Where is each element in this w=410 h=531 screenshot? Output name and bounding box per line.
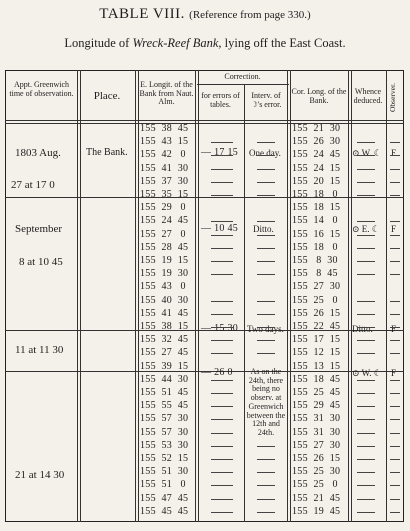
ditto-dash	[390, 235, 400, 236]
elong-cell: 155 37 30	[140, 175, 189, 187]
corlong-cell: 155 31 30	[292, 413, 341, 425]
ditto-dash	[257, 195, 275, 196]
ditto-dash	[357, 393, 375, 394]
ditto-dash	[257, 261, 275, 262]
ditto-dash	[211, 499, 233, 500]
group-1-whence: ⊙ E. ☾	[352, 224, 380, 234]
corlong-cell: 155 16 15	[292, 228, 341, 240]
ditto-dash	[357, 419, 375, 420]
header-time: Appt. Greenwich time of observation.	[9, 80, 74, 98]
ditto-dash	[257, 459, 275, 460]
corlong-cell: 155 21 45	[292, 492, 341, 504]
corlong-cell: 155 27 30	[292, 281, 341, 293]
ditto-dash	[211, 327, 233, 328]
ditto-dash	[357, 169, 375, 170]
elong-cell: 155 41 30	[140, 162, 189, 174]
ditto-dash	[257, 327, 275, 328]
ditto-dash	[390, 314, 400, 315]
ditto-dash	[357, 301, 375, 302]
longitude-table	[5, 70, 404, 522]
ditto-dash	[390, 327, 400, 328]
corlong-cell: 155 18 0	[292, 189, 338, 200]
corlong-cell: 155 13 15	[292, 360, 341, 372]
group-3-whence: ⊙ W. ☾	[352, 368, 382, 378]
ditto-dash	[390, 155, 400, 156]
ditto-dash	[211, 393, 233, 394]
ditto-dash	[357, 406, 375, 407]
ditto-dash	[211, 221, 233, 222]
ditto-dash	[211, 274, 233, 275]
group-0-error: — 17 15	[201, 147, 239, 158]
corlong-cell: 155 26 30	[292, 136, 341, 148]
group-rule	[5, 197, 404, 198]
group-3-interval: As on the 24th, there being no observ. at Greenwich between the 12th and 24th.	[246, 367, 286, 437]
header-interval: Interv. of ☽'s error.	[250, 91, 282, 109]
ditto-dash	[257, 314, 275, 315]
ditto-dash	[390, 261, 400, 262]
elong-cell: 155 40 30	[140, 294, 189, 306]
group-2-observer: F	[391, 324, 397, 334]
ditto-dash	[211, 406, 233, 407]
group-0-place: The Bank.	[86, 147, 128, 158]
corlong-cell: 155 18 15	[292, 202, 341, 214]
ditto-dash	[257, 248, 275, 249]
table-title	[0, 6, 410, 23]
ditto-dash	[211, 142, 233, 143]
subtitle-italic: Wreck-Reef Bank,	[132, 36, 222, 50]
ditto-dash	[390, 393, 400, 394]
corlong-cell: 155 29 45	[292, 400, 341, 412]
column-rule	[244, 84, 245, 522]
ditto-dash	[257, 499, 275, 500]
ditto-dash	[211, 340, 233, 341]
ditto-dash	[357, 248, 375, 249]
column-rule	[386, 70, 387, 522]
ditto-dash	[211, 195, 233, 196]
header-rule	[5, 120, 404, 124]
corlong-cell: 155 20 15	[292, 175, 341, 187]
group-2-time2: 11 at 11 30	[15, 344, 64, 356]
header-place: Place.	[93, 90, 121, 102]
corlong-cell: 155 26 15	[292, 453, 341, 464]
group-1-time2: 8 at 10 45	[19, 256, 63, 268]
elong-cell: 155 32 45	[140, 334, 189, 346]
elong-cell: 155 44 30	[140, 373, 189, 385]
ditto-dash	[357, 512, 375, 513]
corlong-cell: 155 27 30	[292, 439, 341, 451]
ditto-dash	[357, 261, 375, 262]
ditto-dash	[390, 499, 400, 500]
ditto-dash	[357, 221, 375, 222]
ditto-dash	[257, 142, 275, 143]
corlong-cell: 155 24 45	[292, 149, 341, 161]
group-1-observer: F	[391, 224, 397, 234]
group-1-time1: September	[15, 223, 63, 235]
subtitle-suffix: lying off the East Coast.	[224, 36, 346, 50]
elong-cell: 155 19 15	[140, 255, 189, 266]
column-rule	[195, 70, 199, 522]
subtitle-prefix: Longitude of	[64, 36, 130, 50]
table-frame	[5, 70, 404, 522]
elong-cell: 155 24 45	[140, 215, 189, 227]
ditto-dash	[390, 248, 400, 249]
ditto-dash	[211, 261, 233, 262]
corlong-cell: 155 31 30	[292, 426, 341, 438]
elong-cell: 155 51 45	[140, 387, 189, 398]
ditto-dash	[257, 182, 275, 183]
corlong-cell: 155 26 15	[292, 307, 341, 319]
ditto-dash	[390, 459, 400, 460]
header-errors: for errors of tables.	[201, 91, 240, 109]
title-text: TABLE VIII.	[99, 6, 185, 22]
elong-cell: 155 57 30	[140, 413, 189, 425]
elong-cell: 155 51 30	[140, 466, 189, 478]
corlong-cell: 155 12 15	[292, 347, 341, 359]
ditto-dash	[211, 512, 233, 513]
group-1-interval: Ditto.	[253, 224, 274, 234]
ditto-dash	[211, 314, 233, 315]
corlong-cell: 155 18 45	[292, 373, 341, 385]
ditto-dash	[257, 472, 275, 473]
corlong-cell: 155 18 0	[292, 241, 338, 253]
elong-cell: 155 41 45	[140, 307, 189, 319]
elong-cell: 155 51 0	[140, 479, 186, 491]
ditto-dash	[211, 485, 233, 486]
ditto-dash	[390, 340, 400, 341]
elong-cell: 155 43 15	[140, 136, 189, 148]
elong-cell: 155 57 30	[140, 426, 189, 438]
ditto-dash	[390, 221, 400, 222]
ditto-dash	[357, 459, 375, 460]
group-3-error: — 26 0	[201, 367, 233, 378]
ditto-dash	[357, 353, 375, 354]
ditto-dash	[357, 446, 375, 447]
corlong-cell: 155 25 45	[292, 387, 341, 398]
ditto-dash	[211, 380, 233, 381]
corlong-cell: 155 19 45	[292, 505, 341, 517]
corlong-cell: 155 8 45	[292, 268, 338, 280]
ditto-dash	[390, 512, 400, 513]
ditto-dash	[211, 301, 233, 302]
corlong-cell: 155 24 15	[292, 162, 341, 174]
ditto-dash	[390, 274, 400, 275]
elong-cell: 155 43 0	[140, 281, 186, 293]
ditto-dash	[257, 485, 275, 486]
header-elong: E. Longit. of the Bank from Naut. Alm.	[139, 80, 194, 106]
group-0-interval: One day.	[249, 148, 281, 158]
group-1-error: — 10 45	[201, 223, 239, 234]
ditto-dash	[257, 155, 275, 156]
ditto-dash	[390, 406, 400, 407]
ditto-dash	[390, 472, 400, 473]
corlong-cell: 155 25 0	[292, 294, 338, 306]
table-subtitle	[0, 36, 410, 51]
ditto-dash	[390, 433, 400, 434]
ditto-dash	[357, 472, 375, 473]
ditto-dash	[357, 327, 375, 328]
header-observer: Observer.	[388, 83, 397, 113]
ditto-dash	[257, 301, 275, 302]
group-2-error: — 15 30	[201, 323, 239, 334]
elong-cell: 155 47 45	[140, 492, 189, 504]
elong-cell: 155 27 0	[140, 228, 186, 240]
ditto-dash	[257, 353, 275, 354]
ditto-dash	[211, 182, 233, 183]
title-reference: (Reference from page 330.)	[189, 9, 311, 21]
ditto-dash	[357, 142, 375, 143]
ditto-dash	[211, 459, 233, 460]
ditto-dash	[357, 485, 375, 486]
elong-cell: 155 52 15	[140, 453, 189, 464]
elong-cell: 155 29 0	[140, 202, 186, 214]
elong-cell: 155 28 45	[140, 241, 189, 253]
group-2-interval: Two days.	[247, 324, 284, 334]
ditto-dash	[357, 195, 375, 196]
corlong-cell: 155 21 30	[292, 123, 341, 134]
corlong-cell: 155 14 0	[292, 215, 338, 227]
elong-cell: 155 35 15	[140, 189, 189, 200]
ditto-dash	[357, 155, 375, 156]
header-whence: Whence deduced.	[353, 87, 383, 105]
group-3-observer: F	[391, 368, 397, 378]
ditto-dash	[357, 433, 375, 434]
column-rule	[77, 70, 81, 522]
ditto-dash	[390, 195, 400, 196]
ditto-dash	[257, 169, 275, 170]
group-0-whence: ⊙ W. ☾	[352, 148, 382, 158]
elong-cell: 155 39 15	[140, 360, 189, 372]
group-3-time2: 21 at 14 30	[15, 469, 65, 481]
ditto-dash	[211, 248, 233, 249]
ditto-dash	[390, 380, 400, 381]
ditto-dash	[257, 340, 275, 341]
ditto-dash	[357, 380, 375, 381]
ditto-dash	[257, 446, 275, 447]
group-0-observer: F	[391, 148, 397, 158]
ditto-dash	[211, 419, 233, 420]
ditto-dash	[357, 274, 375, 275]
ditto-dash	[211, 472, 233, 473]
ditto-dash	[390, 169, 400, 170]
ditto-dash	[357, 499, 375, 500]
ditto-dash	[211, 235, 233, 236]
elong-cell: 155 27 45	[140, 347, 189, 359]
corlong-cell: 155 25 30	[292, 466, 341, 478]
ditto-dash	[390, 446, 400, 447]
ditto-dash	[257, 235, 275, 236]
header-correction: Correction.	[224, 72, 261, 81]
ditto-dash	[211, 433, 233, 434]
corlong-cell: 155 25 0	[292, 479, 338, 491]
elong-cell: 155 19 30	[140, 268, 189, 280]
ditto-dash	[211, 169, 233, 170]
group-0-time1: 1803 Aug.	[15, 147, 61, 159]
group-0-time2: 27 at 17 0	[11, 179, 55, 191]
correction-subrule	[197, 84, 289, 85]
ditto-dash	[357, 235, 375, 236]
ditto-dash	[257, 221, 275, 222]
corlong-cell: 155 8 30	[292, 255, 338, 266]
group-2-whence: Ditto.	[352, 324, 373, 334]
ditto-dash	[257, 512, 275, 513]
ditto-dash	[211, 353, 233, 354]
elong-cell: 155 42 0	[140, 149, 186, 161]
ditto-dash	[357, 182, 375, 183]
ditto-dash	[390, 301, 400, 302]
ditto-dash	[390, 142, 400, 143]
column-rule	[287, 70, 291, 522]
ditto-dash	[211, 446, 233, 447]
column-rule	[135, 70, 139, 522]
ditto-dash	[390, 182, 400, 183]
elong-cell: 155 45 45	[140, 505, 189, 517]
corlong-cell: 155 17 15	[292, 334, 341, 346]
ditto-dash	[390, 485, 400, 486]
ditto-dash	[390, 353, 400, 354]
column-rule	[348, 70, 352, 522]
ditto-dash	[257, 274, 275, 275]
header-corlong: Cor. Long. of the Bank.	[291, 87, 347, 105]
ditto-dash	[357, 340, 375, 341]
ditto-dash	[390, 419, 400, 420]
elong-cell: 155 38 15	[140, 321, 189, 332]
elong-cell: 155 38 45	[140, 123, 189, 134]
elong-cell: 155 55 45	[140, 400, 189, 412]
elong-cell: 155 53 30	[140, 439, 189, 451]
ditto-dash	[357, 314, 375, 315]
corlong-cell: 155 22 45	[292, 321, 341, 332]
ditto-dash	[211, 155, 233, 156]
